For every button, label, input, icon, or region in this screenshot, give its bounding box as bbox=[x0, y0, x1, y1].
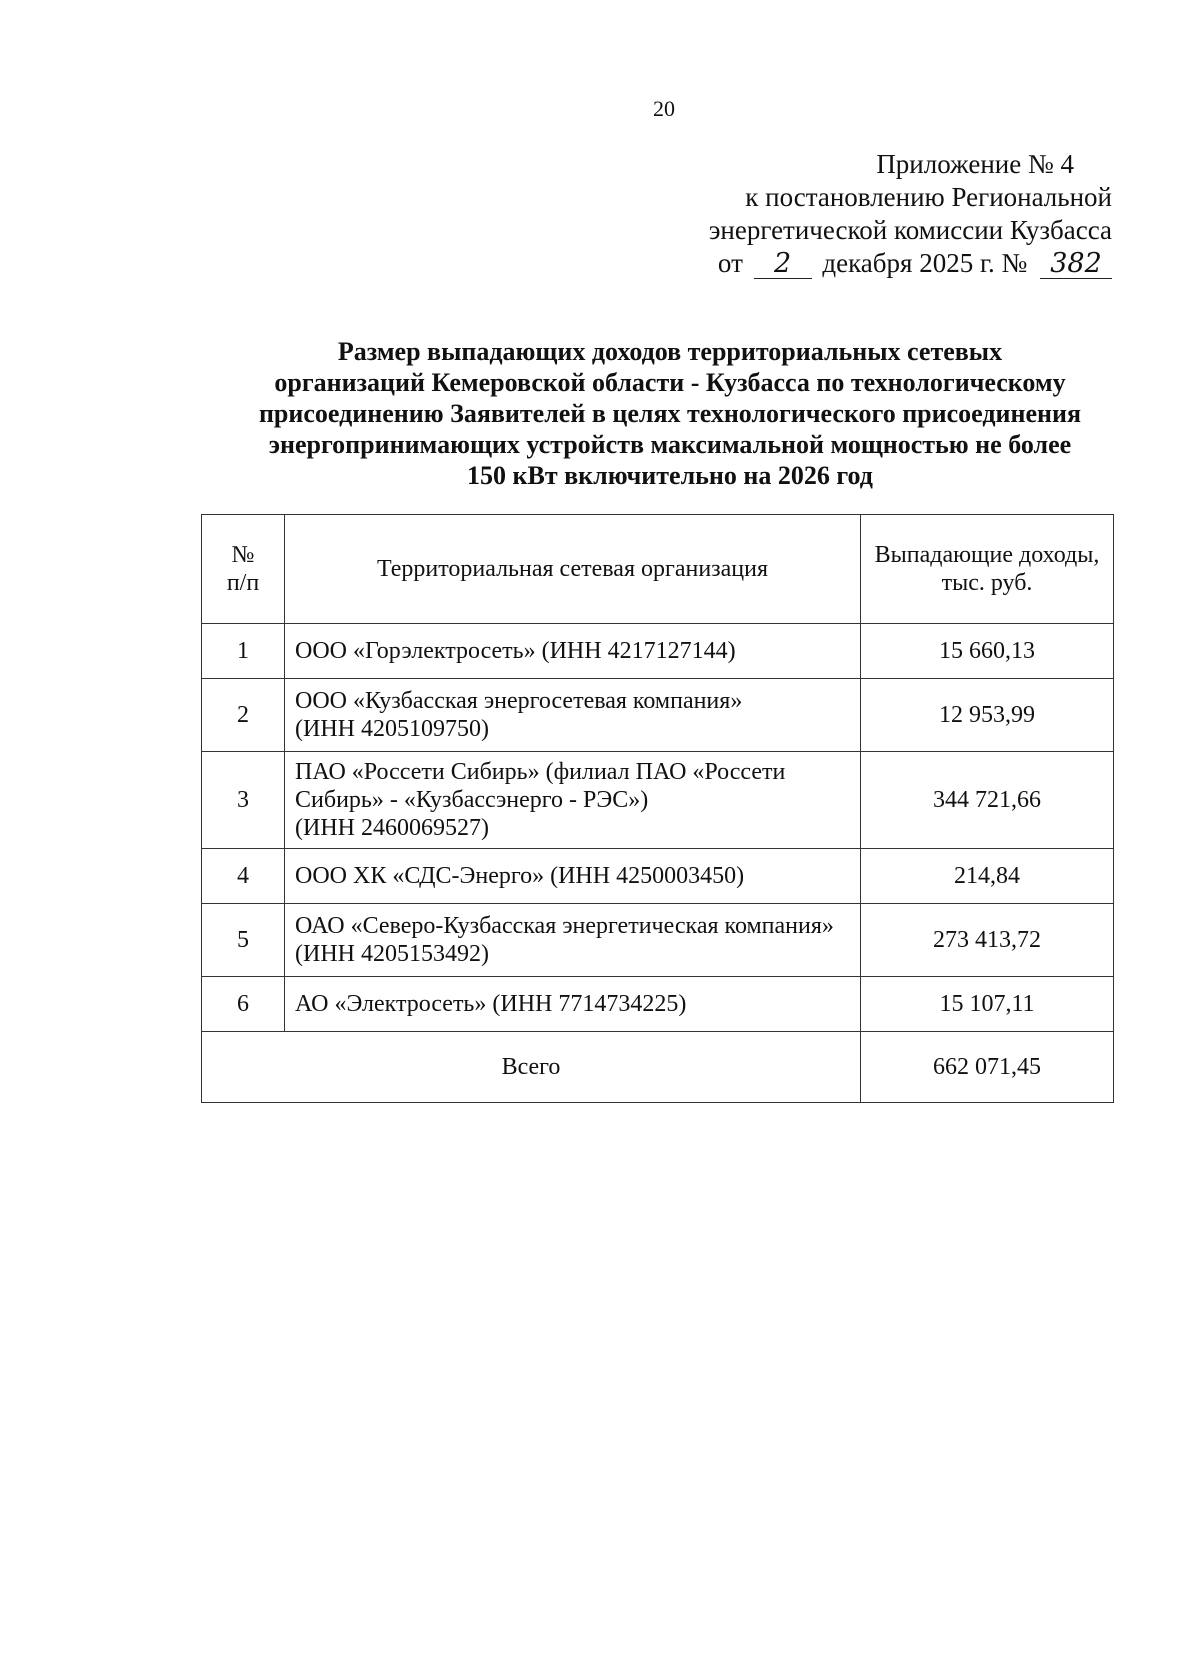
from-label: от bbox=[717, 248, 743, 278]
org-line: (ИНН 2460069527) bbox=[295, 815, 489, 841]
appendix-number: Приложение № 4 bbox=[876, 149, 1074, 179]
appendix-line-2: к постановлению Региональной bbox=[745, 182, 1112, 212]
row-amount: 344 721,66 bbox=[861, 752, 1114, 849]
row-organization bbox=[285, 624, 861, 679]
org-line: ООО «Кузбасская энергосетевая компания» bbox=[295, 688, 743, 714]
appendix-line-3: энергетической комиссии Кузбасса bbox=[708, 215, 1112, 245]
row-number: 4 bbox=[202, 849, 285, 904]
row-organization bbox=[285, 904, 861, 977]
title-line: энергопринимающих устройств максимальной мощностью не более bbox=[268, 430, 1072, 459]
total-label: Всего bbox=[202, 1032, 861, 1103]
title-line: организаций Кемеровской области - Кузбасса по технологическому bbox=[274, 368, 1066, 397]
org-line: ПАО «Россети Сибирь» (филиал ПАО «Россети bbox=[295, 759, 786, 785]
row-amount: 214,84 bbox=[861, 849, 1114, 904]
org-line: ООО «Горэлектросеть» (ИНН 4217127144) bbox=[295, 638, 736, 664]
row-organization bbox=[285, 977, 861, 1032]
title-line: присоединению Заявителей в целях технологического присоединения bbox=[258, 399, 1082, 428]
org-line: АО «Электросеть» (ИНН 7714734225) bbox=[295, 991, 687, 1017]
row-organization bbox=[285, 679, 861, 752]
header-num-line: № bbox=[231, 542, 255, 568]
document-title bbox=[200, 336, 1140, 491]
row-number: 3 bbox=[202, 752, 285, 849]
header-amount-line: Выпадающие доходы, bbox=[874, 542, 1100, 568]
org-line: ООО ХК «СДС-Энерго» (ИНН 4250003450) bbox=[295, 863, 745, 889]
table-row bbox=[202, 849, 1114, 904]
row-number: 2 bbox=[202, 679, 285, 752]
revenue-table bbox=[201, 514, 1114, 1103]
row-amount: 15 107,11 bbox=[861, 977, 1114, 1032]
org-line: ОАО «Северо-Кузбасская энергетическая компания» bbox=[295, 913, 834, 939]
table-row bbox=[202, 977, 1114, 1032]
page-number: 20 bbox=[653, 96, 675, 121]
row-organization bbox=[285, 849, 861, 904]
table-header-row bbox=[202, 515, 1114, 624]
appendix-header bbox=[709, 148, 1112, 280]
total-amount: 662 071,45 bbox=[861, 1032, 1114, 1103]
row-number: 5 bbox=[202, 904, 285, 977]
handwritten-day: 2 bbox=[754, 250, 812, 279]
header-num bbox=[202, 515, 285, 624]
header-num-line: п/п bbox=[226, 570, 260, 596]
table-row bbox=[202, 752, 1114, 849]
row-number: 6 bbox=[202, 977, 285, 1032]
row-amount: 15 660,13 bbox=[861, 624, 1114, 679]
row-amount: 12 953,99 bbox=[861, 679, 1114, 752]
org-line: (ИНН 4205109750) bbox=[295, 716, 489, 742]
month-year-label: декабря 2025 г. № bbox=[822, 248, 1028, 278]
row-organization bbox=[285, 752, 861, 849]
header-org: Территориальная сетевая организация bbox=[285, 515, 861, 624]
org-line: Сибирь» - «Кузбассэнерго - РЭС») bbox=[295, 787, 649, 813]
header-amount bbox=[861, 515, 1114, 624]
table-total-row bbox=[202, 1032, 1114, 1103]
handwritten-number: 382 bbox=[1040, 250, 1112, 279]
table-row bbox=[202, 624, 1114, 679]
title-line: 150 кВт включительно на 2026 год bbox=[467, 461, 873, 490]
org-line: (ИНН 4205153492) bbox=[295, 941, 489, 967]
table-row bbox=[202, 679, 1114, 752]
header-amount-line: тыс. руб. bbox=[941, 570, 1033, 596]
table-row bbox=[202, 904, 1114, 977]
row-number: 1 bbox=[202, 624, 285, 679]
title-line: Размер выпадающих доходов территориальных сетевых bbox=[337, 337, 1003, 366]
row-amount: 273 413,72 bbox=[861, 904, 1114, 977]
appendix-date-line bbox=[709, 247, 1112, 280]
